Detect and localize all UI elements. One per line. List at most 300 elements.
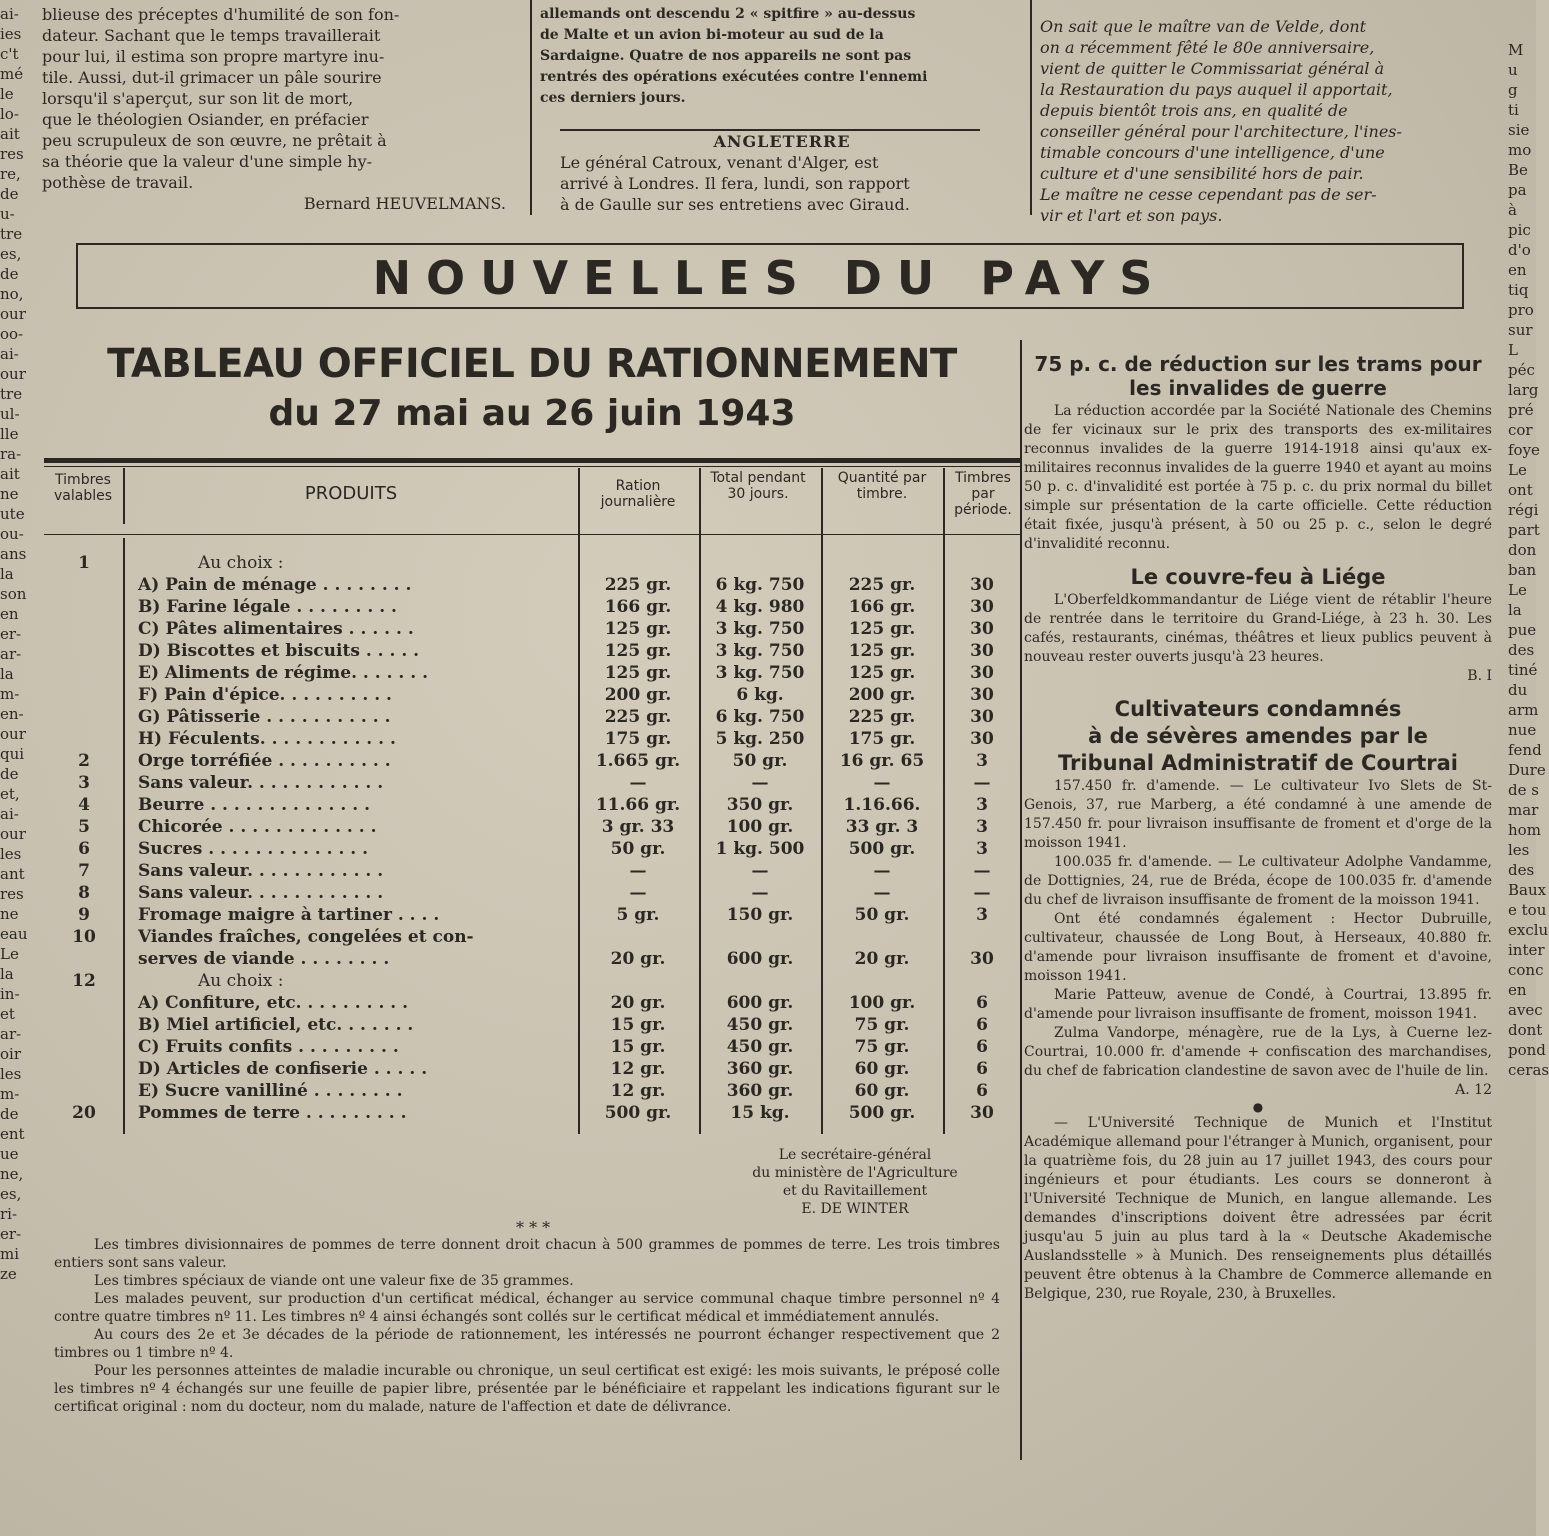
edge-fragment: part	[1508, 521, 1540, 539]
stamps-per-period: 3	[976, 839, 988, 859]
top-middle-text	[540, 4, 1024, 109]
product-name: E) Sucre vanilliné . . . . . . . .	[138, 1081, 403, 1101]
text-line: on a récemment fêté le 80e anniversaire,	[1040, 38, 1375, 57]
product-name: A) Confiture, etc. . . . . . . . . .	[138, 993, 409, 1013]
table-row	[44, 860, 1020, 882]
quantity-per-stamp: 225 gr.	[848, 575, 916, 595]
edge-fragment: de s	[1508, 781, 1539, 799]
text-line: de Malte et un avion bi-moteur au sud de la	[540, 27, 884, 43]
edge-fragment: ar-	[0, 645, 22, 663]
text-line: vient de quitter le Commissariat général à	[1040, 59, 1385, 78]
edge-fragment: our	[0, 365, 26, 383]
edge-fragment: res	[0, 145, 24, 163]
product-name: B) Farine légale . . . . . . . . .	[138, 597, 397, 617]
edge-fragment: la	[0, 965, 14, 983]
quantity-per-stamp: 125 gr.	[848, 619, 916, 639]
product-name: H) Féculents. . . . . . . . . . . .	[138, 729, 396, 749]
edge-fragment: pond	[1508, 1041, 1546, 1059]
quantity-per-stamp: 175 gr.	[848, 729, 916, 749]
right-edge-column	[1508, 40, 1549, 1440]
product-name: Sucres . . . . . . . . . . . . . .	[138, 839, 369, 859]
stamps-per-period: 30	[970, 597, 994, 617]
header-bottom-rule	[44, 534, 1020, 535]
edge-fragment: des	[1508, 861, 1535, 879]
edge-fragment: sur	[1508, 321, 1533, 339]
signature-line: et du Ravitaillement	[782, 1183, 928, 1199]
product-name: Fromage maigre à tartiner . . . .	[138, 905, 440, 925]
stamps-per-period: 6	[976, 993, 988, 1013]
monthly-total: 600 gr.	[726, 949, 794, 969]
quantity-per-stamp: 1.16.66.	[843, 795, 921, 815]
edge-fragment: arm	[1508, 701, 1539, 719]
edge-fragment: fend	[1508, 741, 1542, 759]
header-total: Total pendant 30 jours.	[710, 470, 806, 502]
edge-fragment: es,	[0, 245, 22, 263]
text-line: ces derniers jours.	[540, 90, 686, 106]
daily-ration: —	[629, 883, 647, 903]
ration-title: TABLEAU OFFICIEL DU RATIONNEMENT	[107, 341, 957, 387]
edge-fragment: g	[1508, 81, 1518, 99]
edge-fragment: et	[0, 1005, 15, 1023]
daily-ration: 11.66 gr.	[595, 795, 681, 815]
trams-heading: 75 p. c. de réduction sur les trams pour les invalides de guerre	[1034, 352, 1482, 400]
stamps-per-period: 30	[970, 685, 994, 705]
edge-fragment: pue	[1508, 621, 1537, 639]
edge-fragment: Le	[0, 945, 19, 963]
quantity-per-stamp: —	[873, 883, 891, 903]
table-row	[44, 684, 1020, 706]
table-row	[44, 794, 1020, 816]
edge-fragment: ti	[1508, 101, 1519, 119]
munich-text: — L'Université Technique de Munich et l'Institut Académique allemand pour l'étranger à Munich, organisent, pour la quatrième fois, du 28 juin au 17 juillet 1943, des cours pour ingénieurs et pour étudiants. Les cours se donneront à l'Université Technique de Munich, en langue allemande. Les demandes d'inscriptions doivent être adressées par écrit jusqu'au 5 juin au plus tard à la « Deutsche Akademische Auslandsstelle » à Munich. Des renseignements plus détaillés peuvent être obtenus à la Chambre de Commerce allemande en Belgique, 230, rue Royale, 230, à Bruxelles.	[1024, 1115, 1492, 1302]
stamps-per-period: 30	[970, 729, 994, 749]
edge-fragment: pa	[1508, 181, 1527, 199]
daily-ration: 20 gr.	[610, 993, 666, 1013]
edge-fragment: en-	[0, 705, 24, 723]
edge-fragment: eau	[0, 925, 28, 943]
cultivateurs-heading-3: Tribunal Administratif de Courtrai	[1058, 751, 1458, 775]
product-name: Pommes de terre . . . . . . . . .	[138, 1103, 407, 1123]
top-middle-column	[540, 4, 1024, 216]
edge-fragment: les	[0, 1065, 22, 1083]
stamps-per-period: 30	[970, 707, 994, 727]
edge-fragment: ul-	[0, 405, 20, 423]
edge-fragment: our	[0, 725, 26, 743]
table-row	[44, 970, 1020, 992]
edge-fragment: ai-	[0, 5, 19, 23]
stamps-per-period: 6	[976, 1037, 988, 1057]
daily-ration: 500 gr.	[604, 1103, 672, 1123]
quantity-per-stamp: —	[873, 861, 891, 881]
quantity-per-stamp: 60 gr.	[854, 1081, 910, 1101]
monthly-total: 450 gr.	[726, 1015, 794, 1035]
table-row	[44, 574, 1020, 596]
edge-fragment: foye	[1508, 441, 1540, 459]
text-line: Le maître ne cesse cependant pas de ser-	[1040, 185, 1377, 204]
product-name: Orge torréfiée . . . . . . . . . .	[138, 751, 391, 771]
daily-ration: 125 gr.	[604, 641, 672, 661]
cultivateurs-text: Zulma Vandorpe, ménagère, rue de la Lys, à Cuerne lez-Courtrai, 10.000 fr. d'amende + confiscation des marchandises, du chef de fabrication clandestine de savon avec de l'huile de lin.	[1024, 1025, 1492, 1079]
stamp-number: 6	[78, 839, 90, 859]
table-row	[44, 1036, 1020, 1058]
edge-fragment: de	[0, 1105, 19, 1123]
edge-fragment: ies	[0, 25, 22, 43]
column-rule	[1030, 0, 1032, 215]
table-row	[44, 948, 1020, 970]
edge-fragment: nue	[1508, 721, 1537, 739]
header-ration: Ration journalière	[600, 478, 676, 510]
stamp-number: 7	[78, 861, 90, 881]
edge-fragment: u	[1508, 61, 1518, 79]
edge-fragment: les	[1508, 841, 1530, 859]
bullet-separator: ●	[1252, 1100, 1264, 1114]
edge-fragment: ute	[0, 505, 25, 523]
header-quantite: Quantité par timbre.	[837, 470, 927, 502]
monthly-total: 1 kg. 500	[715, 839, 805, 859]
table-top-rule-thick	[44, 458, 1020, 463]
section-rule	[560, 129, 980, 131]
edge-fragment: du	[1508, 681, 1528, 699]
edge-fragment: en	[1508, 981, 1527, 999]
edge-fragment: la	[1508, 601, 1522, 619]
table-row	[44, 882, 1020, 904]
edge-fragment: er-	[0, 1225, 22, 1243]
edge-fragment: m-	[0, 1085, 20, 1103]
text-line: blieuse des préceptes d'humilité de son fon-	[42, 5, 400, 24]
product-name: Au choix :	[198, 553, 284, 573]
quantity-per-stamp: 60 gr.	[854, 1059, 910, 1079]
daily-ration: 5 gr.	[616, 905, 660, 925]
table-row	[44, 706, 1020, 728]
signature-line: du ministère de l'Agriculture	[752, 1165, 958, 1181]
daily-ration: 3 gr. 33	[601, 817, 675, 837]
stamps-per-period: —	[973, 883, 991, 903]
edge-fragment: et,	[0, 785, 20, 803]
angleterre-text	[540, 152, 1024, 215]
text-line: culture et d'une sensibilité hors de pair.	[1040, 164, 1364, 183]
edge-fragment: ne,	[0, 1165, 24, 1183]
text-line: dateur. Sachant que le temps travaillerait	[42, 26, 381, 45]
edge-fragment: ri-	[0, 1205, 18, 1223]
product-name: C) Pâtes alimentaires . . . . . .	[138, 619, 414, 639]
daily-ration: 125 gr.	[604, 619, 672, 639]
stamp-number: 9	[78, 905, 90, 925]
daily-ration: 15 gr.	[610, 1037, 666, 1057]
edge-fragment: m-	[0, 685, 20, 703]
edge-fragment: no,	[0, 285, 24, 303]
note-paragraph: Pour les personnes atteintes de maladie incurable ou chronique, un seul certificat est exigé: les mois suivants, le préposé colle les timbres nº 4 échangés sur une feuille de papier libre, présentée par le bénéficiaire et rappelant les indications figurant sur le certificat original : nom du docteur, nom du malade, nature de l'affection et date de délivrance.	[54, 1363, 1000, 1415]
stamps-per-period: 3	[976, 817, 988, 837]
edge-fragment: avec	[1508, 1001, 1543, 1019]
edge-fragment: péc	[1508, 361, 1535, 379]
quantity-per-stamp: 75 gr.	[854, 1037, 910, 1057]
section-banner: NOUVELLES DU PAYS	[76, 243, 1464, 309]
stamps-per-period: —	[973, 861, 991, 881]
left-edge-column	[0, 4, 32, 1534]
product-name: Au choix :	[198, 971, 284, 991]
product-name: Sans valeur. . . . . . . . . . . .	[138, 861, 384, 881]
edge-fragment: es,	[0, 1185, 22, 1203]
edge-fragment: in-	[0, 985, 20, 1003]
edge-fragment: u-	[0, 205, 15, 223]
edge-fragment: Baux	[1508, 881, 1547, 899]
text-line: arrivé à Londres. Il fera, lundi, son rapport	[560, 174, 910, 193]
stamp-number: 3	[78, 773, 90, 793]
daily-ration: —	[629, 861, 647, 881]
product-name: Sans valeur. . . . . . . . . . . .	[138, 773, 384, 793]
edge-fragment: ra-	[0, 445, 22, 463]
edge-fragment: des	[1508, 641, 1535, 659]
stamp-number: 1	[78, 553, 90, 573]
daily-ration: 1.665 gr.	[595, 751, 681, 771]
quantity-per-stamp: 33 gr. 3	[845, 817, 919, 837]
edge-fragment: mé	[0, 65, 24, 83]
table-row	[44, 926, 1020, 948]
table-notes	[54, 1236, 1000, 1416]
quantity-per-stamp: 50 gr.	[854, 905, 910, 925]
note-paragraph: Les timbres divisionnaires de pommes de terre donnent droit chacun à 500 grammes de pommes de terre. Les trois timbres entiers sont sans valeur.	[54, 1237, 1000, 1271]
column-rule	[530, 0, 532, 215]
stamps-per-period: 6	[976, 1081, 988, 1101]
product-name: Viandes fraîches, congelées et con-	[138, 927, 474, 947]
edge-fragment: lle	[0, 425, 19, 443]
text-line: peu scrupuleux de son œuvre, ne prêtait à	[42, 131, 387, 150]
monthly-total: 350 gr.	[726, 795, 794, 815]
product-name: B) Miel artificiel, etc. . . . . . .	[138, 1015, 414, 1035]
daily-ration: 50 gr.	[610, 839, 666, 859]
edge-fragment: our	[0, 825, 26, 843]
stamps-per-period: 30	[970, 663, 994, 683]
monthly-total: —	[751, 773, 769, 793]
edge-fragment: tiq	[1508, 281, 1529, 299]
top-right-text	[1040, 16, 1504, 226]
edge-fragment: ait	[0, 125, 20, 143]
edge-fragment: ans	[0, 545, 27, 563]
text-line: Le général Catroux, venant d'Alger, est	[560, 153, 879, 172]
daily-ration: 225 gr.	[604, 707, 672, 727]
stamp-number: 2	[78, 751, 90, 771]
stamps-per-period: 6	[976, 1059, 988, 1079]
quantity-per-stamp: 125 gr.	[848, 663, 916, 683]
liege-heading: Le couvre-feu à Liége	[1130, 565, 1386, 589]
stamp-number: 12	[72, 971, 96, 991]
edge-fragment: ue	[0, 1145, 19, 1163]
edge-fragment: lo-	[0, 105, 19, 123]
edge-fragment: pré	[1508, 401, 1534, 419]
edge-fragment: tre	[0, 225, 23, 243]
stamps-per-period: 3	[976, 751, 988, 771]
edge-fragment: conc	[1508, 961, 1544, 979]
table-row	[44, 750, 1020, 772]
product-name: D) Biscottes et biscuits . . . . .	[138, 641, 420, 661]
edge-fragment: ne	[0, 905, 19, 923]
edge-fragment: de	[0, 265, 19, 283]
daily-ration: 166 gr.	[604, 597, 672, 617]
edge-fragment: er-	[0, 625, 22, 643]
text-line: Sardaigne. Quatre de nos appareils ne sont pas	[540, 48, 912, 64]
quantity-per-stamp: 125 gr.	[848, 641, 916, 661]
quantity-per-stamp: 100 gr.	[848, 993, 916, 1013]
edge-fragment: mi	[0, 1245, 20, 1263]
monthly-total: 15 kg.	[730, 1103, 790, 1123]
table-row	[44, 838, 1020, 860]
monthly-total: 100 gr.	[726, 817, 794, 837]
daily-ration: 225 gr.	[604, 575, 672, 595]
daily-ration: 15 gr.	[610, 1015, 666, 1035]
edge-fragment: d'o	[1508, 241, 1531, 259]
table-row	[44, 662, 1020, 684]
monthly-total: 50 gr.	[732, 751, 788, 771]
edge-fragment: c't	[0, 45, 19, 63]
edge-fragment: ai-	[0, 805, 19, 823]
top-left-column	[42, 4, 526, 216]
stamps-per-period: 30	[970, 949, 994, 969]
text-line: à de Gaulle sur ses entretiens avec Giraud.	[560, 195, 910, 214]
stamp-number: 4	[78, 795, 90, 815]
edge-fragment: Le	[1508, 461, 1527, 479]
text-line: allemands ont descendu 2 « spitfire » au-dessus	[540, 6, 916, 22]
edge-fragment: mo	[1508, 141, 1532, 159]
edge-fragment: pro	[1508, 301, 1534, 319]
text-line: conseiller général pour l'architecture, l'ines-	[1040, 122, 1402, 141]
edge-fragment: re,	[0, 165, 21, 183]
product-name: Sans valeur. . . . . . . . . . . .	[138, 883, 384, 903]
stamp-number: 8	[78, 883, 90, 903]
cultivateurs-heading-1: Cultivateurs condamnés	[1114, 697, 1402, 721]
product-name: G) Pâtisserie . . . . . . . . . . .	[138, 707, 391, 727]
top-right-column	[1040, 16, 1504, 228]
text-line: pothèse de travail.	[42, 173, 194, 192]
ration-subtitle: du 27 mai au 26 juin 1943	[268, 393, 796, 434]
edge-fragment: pic	[1508, 221, 1531, 239]
column-divider	[123, 468, 125, 524]
edge-fragment: ne	[0, 485, 19, 503]
monthly-total: 6 kg. 750	[715, 707, 805, 727]
edge-fragment: ent	[0, 1125, 25, 1143]
edge-fragment: à	[1508, 201, 1517, 219]
edge-fragment: hom	[1508, 821, 1541, 839]
liege-signature: B. I	[1467, 668, 1492, 684]
stamps-per-period: 3	[976, 795, 988, 815]
edge-fragment: ou-	[0, 525, 24, 543]
monthly-total: 360 gr.	[726, 1059, 794, 1079]
edge-fragment: son	[0, 585, 27, 603]
table-row	[44, 1058, 1020, 1080]
right-column	[1024, 352, 1492, 1304]
cultivateurs-text: 157.450 fr. d'amende. — Le cultivateur Ivo Slets de St-Genois, 37, rue Marberg, a été condamné à une amende de 157.450 fr. pour livraison insuffisante de froment et d'orge de la moisson 1941.	[1024, 778, 1492, 851]
text-line: pour lui, il estima son propre martyre inu-	[42, 47, 385, 66]
stamps-per-period: 30	[970, 1103, 994, 1123]
edge-fragment: ze	[0, 1265, 17, 1283]
text-line: vir et l'art et son pays.	[1040, 206, 1223, 225]
liege-text: L'Oberfeldkommandantur de Liége vient de rétablir l'heure de rentrée dans le territoire du Grand-Liége, à 23 h. 30. Les cafés, restaurants, cinémas, théâtres et lieux publics peuvent à nouveau rester ouverts jusqu'à 23 heures.	[1024, 592, 1492, 665]
daily-ration: —	[629, 773, 647, 793]
edge-fragment: dont	[1508, 1021, 1543, 1039]
quantity-per-stamp: 500 gr.	[848, 1103, 916, 1123]
product-name: Chicorée . . . . . . . . . . . . .	[138, 817, 377, 837]
cultivateurs-signature: A. 12	[1455, 1082, 1492, 1098]
edge-fragment: ar-	[0, 1025, 22, 1043]
quantity-per-stamp: —	[873, 773, 891, 793]
edge-fragment: M	[1508, 41, 1524, 59]
table-row	[44, 1080, 1020, 1102]
signature-line: Le secrétaire-général	[778, 1147, 932, 1163]
table-row	[44, 640, 1020, 662]
edge-fragment: e tou	[1508, 901, 1547, 919]
daily-ration: 175 gr.	[604, 729, 672, 749]
daily-ration: 125 gr.	[604, 663, 672, 683]
text-line: depuis bientôt trois ans, en qualité de	[1040, 101, 1348, 120]
table-row	[44, 1102, 1020, 1124]
edge-fragment: oir	[0, 1045, 21, 1063]
edge-fragment: Le	[1508, 581, 1527, 599]
edge-fragment: don	[1508, 541, 1537, 559]
edge-fragment: tre	[0, 385, 23, 403]
edge-fragment: cor	[1508, 421, 1533, 439]
text-line: que le théologien Osiander, en préfacier	[42, 110, 369, 129]
daily-ration: 12 gr.	[610, 1081, 666, 1101]
edge-fragment: en	[1508, 261, 1527, 279]
product-name: D) Articles de confiserie . . . . .	[138, 1059, 428, 1079]
stamp-number: 10	[72, 927, 96, 947]
top-left-text	[42, 4, 526, 193]
stamps-per-period: 6	[976, 1015, 988, 1035]
monthly-total: 3 kg. 750	[715, 619, 805, 639]
monthly-total: —	[751, 861, 769, 881]
text-line: lorsqu'il s'aperçut, sur son lit de mort,	[42, 89, 354, 108]
product-name: F) Pain d'épice. . . . . . . . . .	[138, 685, 392, 705]
edge-fragment: ceras	[1508, 1061, 1549, 1079]
edge-fragment: tiné	[1508, 661, 1538, 679]
edge-fragment: ait	[0, 465, 20, 483]
monthly-total: 6 kg. 750	[715, 575, 805, 595]
edge-fragment: Dure	[1508, 761, 1546, 779]
top-left-signature: Bernard HEUVELMANS.	[303, 194, 506, 213]
stamps-per-period: 30	[970, 619, 994, 639]
cultivateurs-heading-2: à de sévères amendes par le	[1088, 724, 1428, 748]
cultivateurs-text: 100.035 fr. d'amende. — Le cultivateur Adolphe Vandamme, de Dottignies, 24, rue de Bréda, écope de 100.035 fr. d'amende du chef de livraison insuffisante de froment de la moisson 1941.	[1024, 854, 1492, 908]
edge-fragment: de	[0, 765, 19, 783]
product-name: E) Aliments de régime. . . . . . .	[138, 663, 429, 683]
daily-ration: 200 gr.	[604, 685, 672, 705]
note-paragraph: Les timbres spéciaux de viande ont une valeur fixe de 35 grammes.	[94, 1273, 574, 1289]
table-signature	[700, 1146, 1010, 1218]
quantity-per-stamp: 225 gr.	[848, 707, 916, 727]
edge-fragment: le	[0, 85, 14, 103]
cultivateurs-text: Marie Patteuw, avenue de Condé, à Courtrai, 13.895 fr. d'amende pour livraison insuffisante de froment, moisson 1941.	[1024, 987, 1492, 1022]
product-name: Beurre . . . . . . . . . . . . . .	[138, 795, 370, 815]
table-row	[44, 772, 1020, 794]
text-line: On sait que le maître van de Velde, dont	[1040, 17, 1367, 36]
ration-table	[44, 458, 1020, 1138]
trams-text: La réduction accordée par la Société Nationale des Chemins de fer vicinaux sur le prix des transports des ex-militaires reconnus invalides de la guerre 1914-1918 ainsi qu'aux ex-militaires reconnus invalides de la guerre 1940 et ayant au moins 50 p. c. d'invalidité est portée à 75 p. c. du prix normal du billet simple sur présentation de la carte officielle. Cette réduction était fixée, jusqu'à présent, à 50 ou 25 p. c., selon le degré d'invalidité reconnu.	[1024, 403, 1492, 552]
edge-fragment: res	[0, 885, 24, 903]
monthly-total: 3 kg. 750	[715, 641, 805, 661]
quantity-per-stamp: 166 gr.	[848, 597, 916, 617]
edge-fragment: sie	[1508, 121, 1530, 139]
table-top-rule	[44, 466, 1020, 467]
monthly-total: 3 kg. 750	[715, 663, 805, 683]
stamps-per-period: 30	[970, 575, 994, 595]
edge-fragment: de	[0, 185, 19, 203]
note-paragraph: Au cours des 2e et 3e décades de la période de rationnement, les intéressés ne pourront échanger respectivement que 2 timbres ou 1 timbre nº 4.	[54, 1327, 1000, 1361]
edge-fragment: Be	[1508, 161, 1528, 179]
edge-fragment: L	[1508, 341, 1518, 359]
note-paragraph: Les malades peuvent, sur production d'un certificat médical, échanger au service communal chaque timbre personnel nº 4 contre quatre timbres nº 11. Les timbres nº 4 ainsi échangés sont collés sur le certificat médical et immédiatement annulés.	[54, 1291, 1000, 1325]
edge-fragment: larg	[1508, 381, 1539, 399]
edge-fragment: exclu	[1508, 921, 1549, 939]
table-row	[44, 596, 1020, 618]
